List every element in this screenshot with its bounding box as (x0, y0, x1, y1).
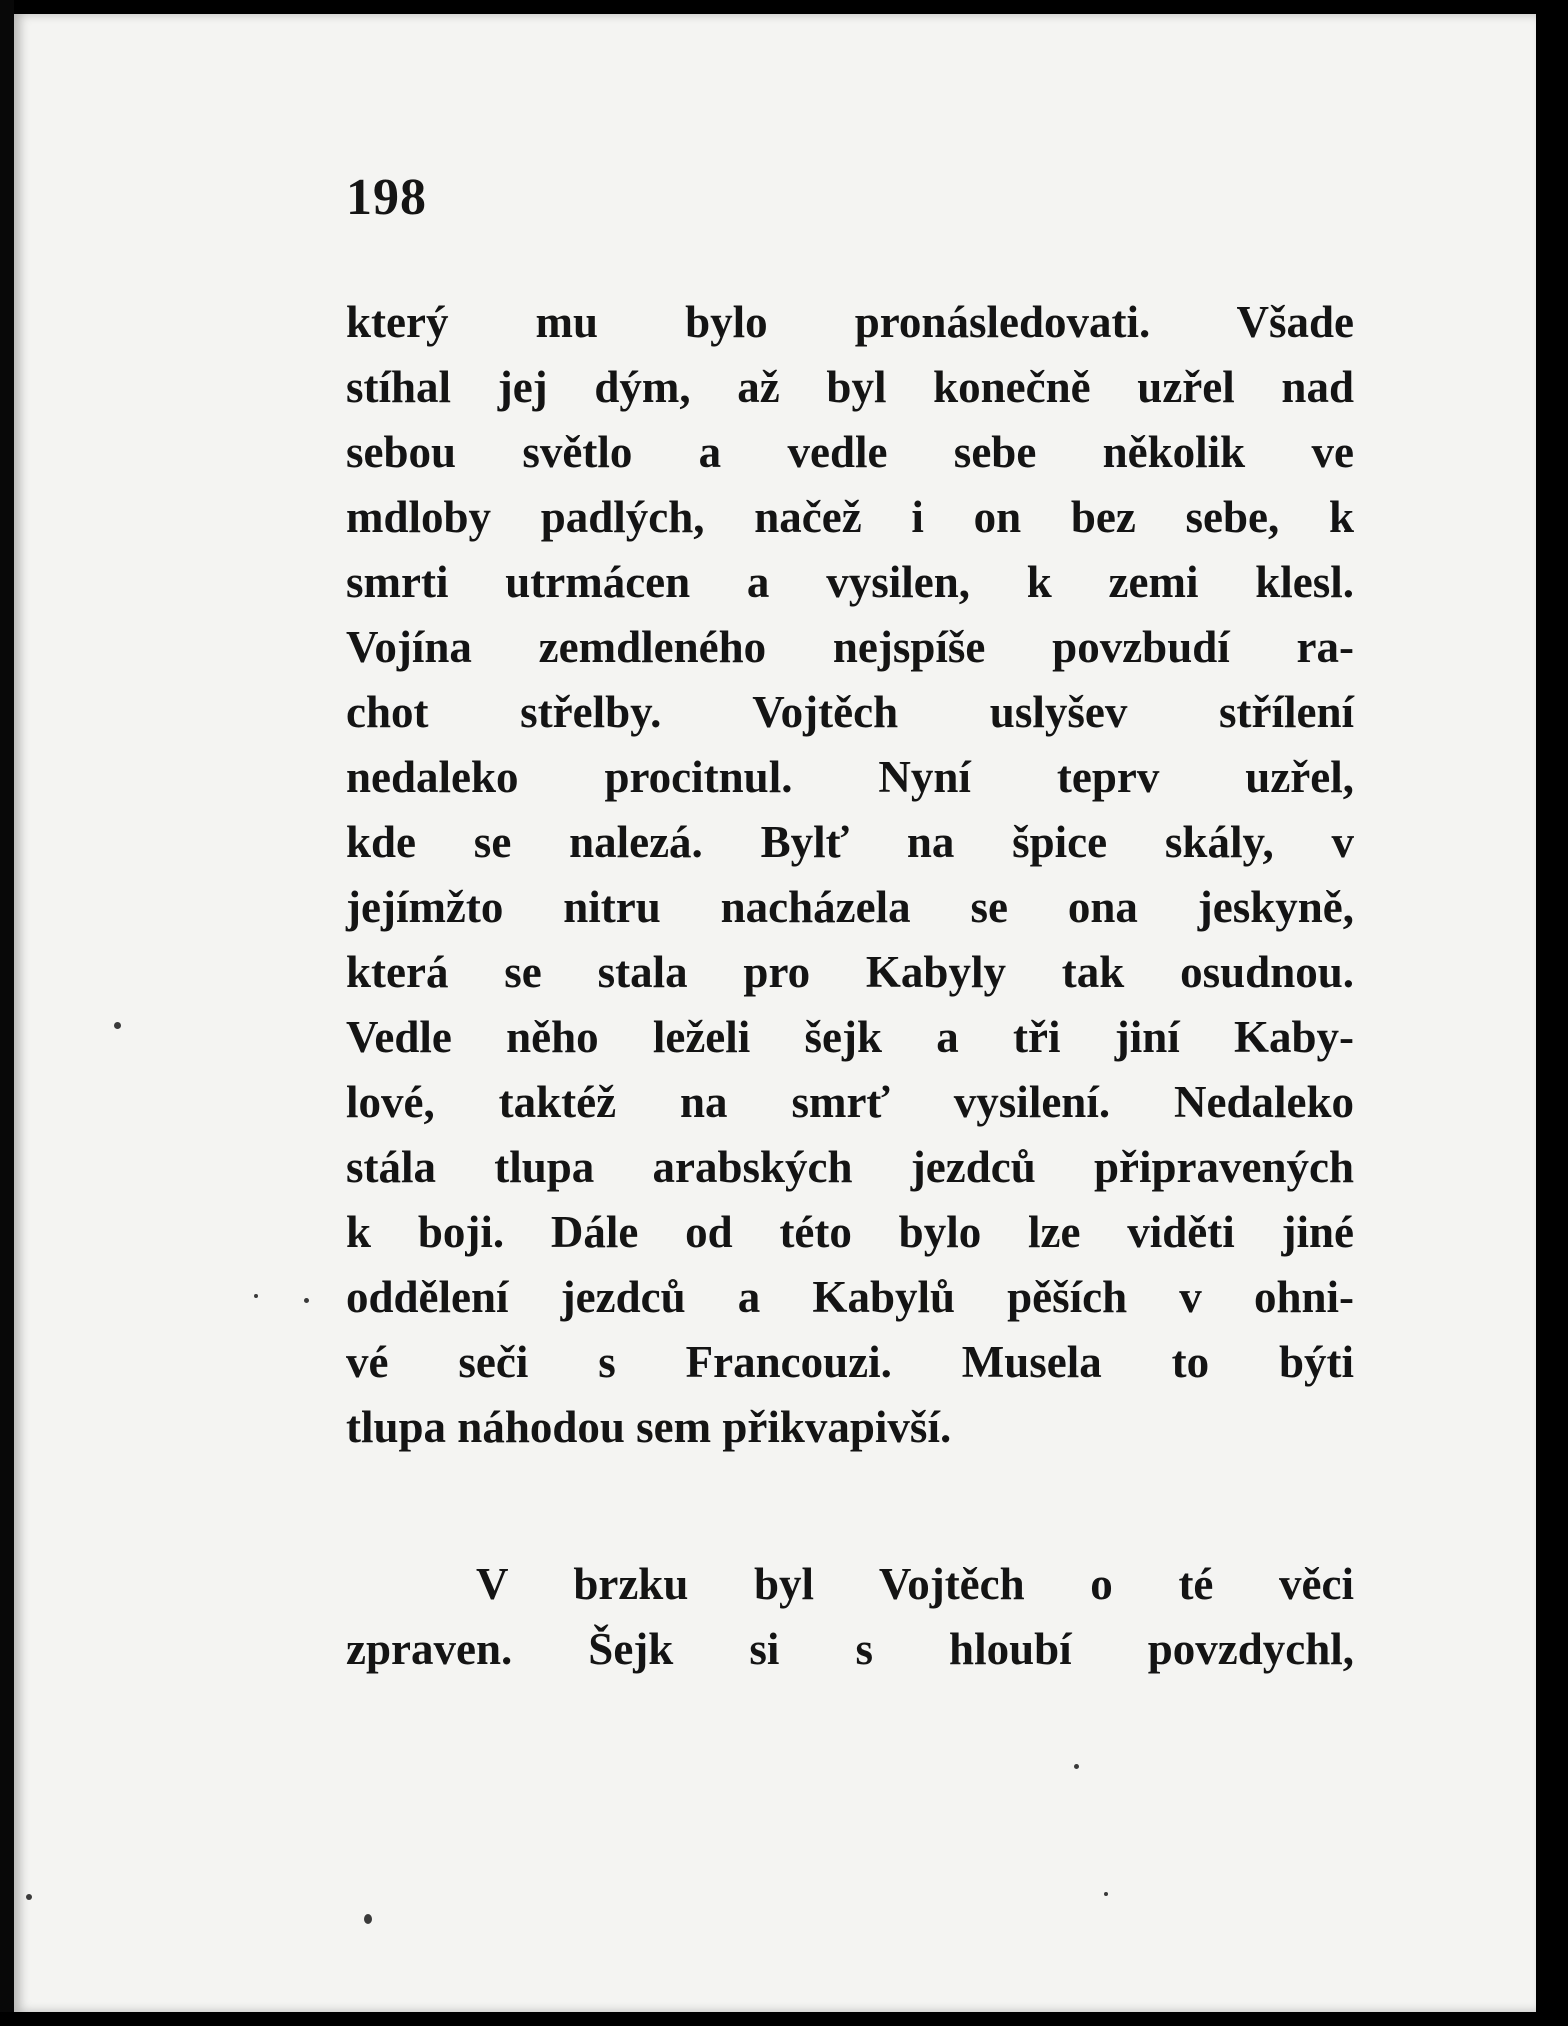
text-line: vé seči s Francouzi. Musela to býti (346, 1337, 1354, 1387)
text-line: k boji. Dále od této bylo lze viděti jiné (346, 1207, 1354, 1257)
scan-border-left (0, 0, 14, 2026)
text-line: nedaleko procitnul. Nyní teprv uzřel, (346, 752, 1354, 802)
text-line: chot střelby. Vojtěch uslyšev střílení (346, 687, 1354, 737)
body-text (346, 290, 1354, 1682)
page-number: 198 (346, 169, 427, 226)
text-line: lové, taktéž na smrť vysilení. Nedaleko (346, 1077, 1354, 1127)
text-line: smrti utrmácen a vysilen, k zemi klesl. (346, 557, 1354, 607)
text-line: která se stala pro Kabyly tak osudnou. (346, 947, 1354, 997)
speck (364, 1914, 372, 1924)
text-line: jejímžto nitru nacházela se ona jeskyně, (346, 882, 1354, 932)
text-line: Vojína zemdleného nejspíše povzbudí ra- (346, 622, 1354, 672)
speck (1104, 1892, 1108, 1896)
paragraph (346, 1552, 1354, 1682)
text-line: kde se nalezá. Bylť na špice skály, v (346, 817, 1354, 867)
scan-border-right (1536, 0, 1568, 2026)
text-line: sebou světlo a vedle sebe několik ve (346, 427, 1354, 477)
speck (304, 1298, 309, 1303)
text-line: tlupa náhodou sem přikvapivší. (346, 1402, 952, 1452)
speck (26, 1894, 32, 1900)
paragraph (346, 290, 1354, 1460)
speck (254, 1294, 258, 1298)
text-line: stíhal jej dým, až byl konečně uzřel nad (346, 362, 1354, 412)
speck (114, 1022, 121, 1029)
scan-border-bottom (0, 2012, 1568, 2026)
text-line: Vedle něho leželi šejk a tři jiní Kaby- (346, 1012, 1354, 1062)
text-line: oddělení jezdců a Kabylů pěších v ohni- (346, 1272, 1354, 1322)
text-line: zpraven. Šejk si s hloubí povzdychl, (346, 1624, 1354, 1674)
text-line: který mu bylo pronásledovati. Všade (346, 297, 1354, 347)
text-line: mdloby padlých, načež i on bez sebe, k (346, 492, 1354, 542)
speck (1074, 1764, 1079, 1769)
paragraph-gap (346, 1460, 1354, 1552)
text-line: stála tlupa arabských jezdců připravených (346, 1142, 1354, 1192)
scan-border-top (0, 0, 1568, 14)
text-line: V brzku byl Vojtěch o té věci (476, 1559, 1354, 1609)
